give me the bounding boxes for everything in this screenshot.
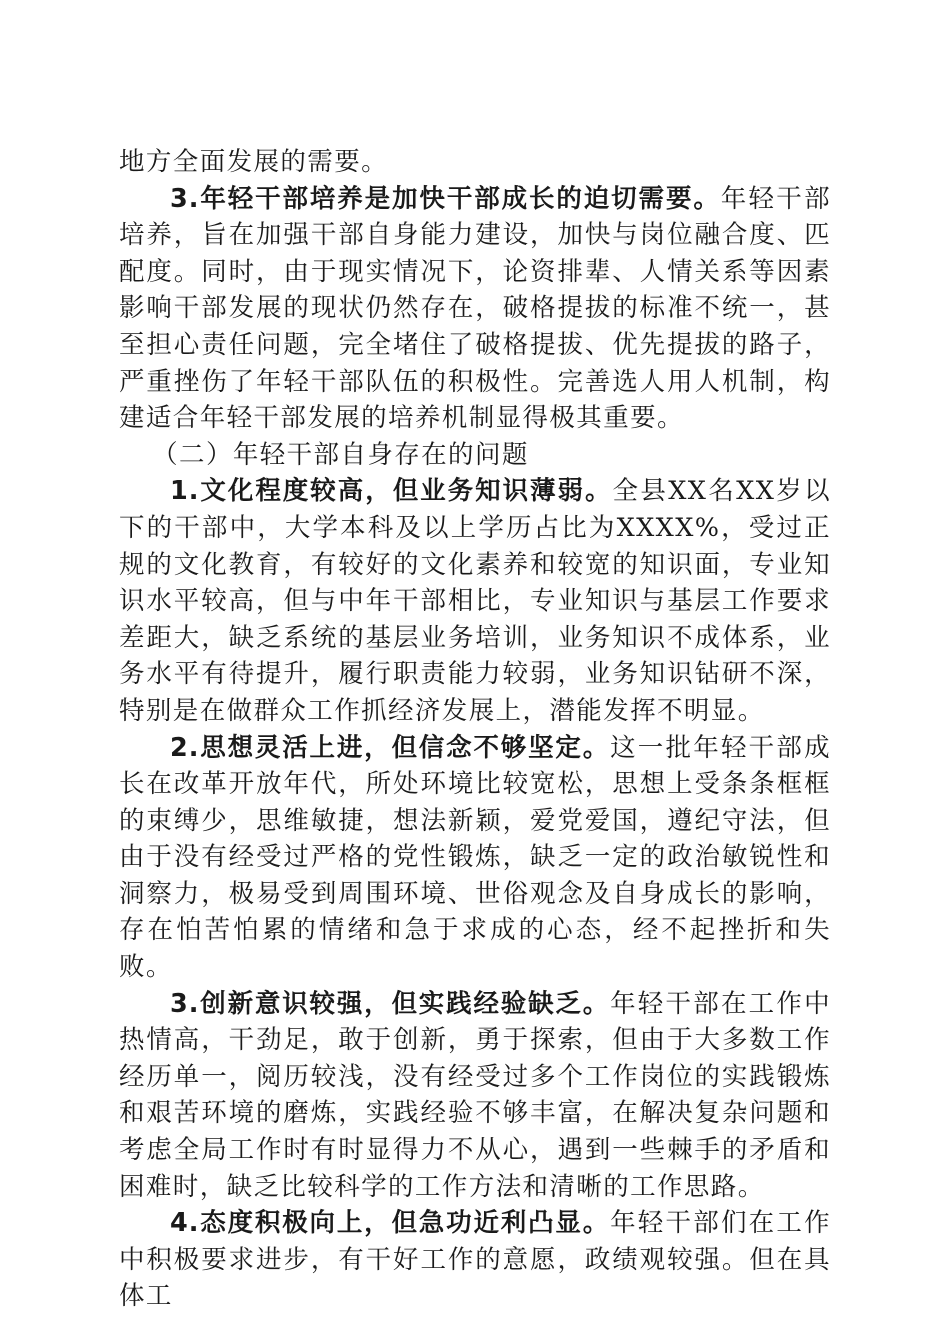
section-heading-problems [119, 437, 831, 474]
paragraph-lead-heading: 1.文化程度较高，但业务知识薄弱。 [170, 476, 613, 507]
paragraph-text: 年轻干部培养，旨在加强干部自身能力建设，加快与岗位融合度、匹配度。同时，由于现实情况下，论资排辈、人情关系等因素影响干部发展的现状仍然存在，破格提拔的标准不统一，甚至担心责任问题，完全堵住了破格提拔、优先提拔的路子，严重挫伤了年轻干部队伍的积极性。完善选人用人机制，构建适合年轻干部发展的培养机制显得极其重要。 [119, 183, 831, 434]
paragraph-lead-heading: 3.创新意识较强，但实践经验缺乏。 [170, 988, 611, 1019]
paragraph-lead-heading: 4.态度积极向上，但急功近利凸显。 [170, 1208, 611, 1239]
section-heading-text: （二）年轻干部自身存在的问题 [152, 439, 529, 470]
paragraph-lead-heading: 2.思想灵活上进，但信念不够坚定。 [170, 732, 611, 763]
paragraph-text: 这一批年轻干部成长在改革开放年代，所处环境比较宽松，思想上受条条框框的束缚少，思维敏捷，想法新颖，爱党爱国，遵纪守法，但由于没有经受过严格的党性锻炼，缺乏一定的政治敏锐性和洞察力，极易受到周围环境、世俗观念及自身成长的影响，存在怕苦怕累的情绪和急于求成的心态，经不起挫折和失败。 [119, 732, 832, 983]
paragraph-item-1-education [119, 473, 831, 729]
document-body [119, 144, 831, 1315]
paragraph-text: 年轻干部在工作中热情高，干劲足，敢于创新，勇于探索，但由于大多数工作经历单一，阅历较浅，没有经受过多个工作岗位的实践锻炼和艰苦环境的磨炼，实践经验不够丰富，在解决复杂问题和考虑全局工作时有时显得力不从心，遇到一些棘手的矛盾和困难时，缺乏比较科学的工作方法和清晰的工作思路。 [119, 988, 832, 1202]
paragraph-text: 年轻干部们在工作中积极要求进步，有干好工作的意愿，政绩观较强。但在具体工 [119, 1208, 832, 1312]
paragraph-item-3-cultivation [119, 181, 831, 437]
paragraph-continuation [119, 144, 831, 181]
paragraph-text: 全县XX名XX岁以下的干部中，大学本科及以上学历占比为XXXX%，受过正规的文化教育，有较好的文化素养和较宽的知识面，专业知识水平较高，但与中年干部相比，专业知识与基层工作要求差距大，缺乏系统的基层业务培训，业务知识不成体系，业务水平有待提升，履行职责能力较弱，业务知识钻研不深，特别是在做群众工作抓经济发展上，潜能发挥不明显。 [119, 476, 832, 726]
paragraph-item-4-attitude [119, 1205, 831, 1315]
paragraph-text: 地方全面发展的需要。 [119, 147, 389, 177]
paragraph-item-2-thinking [119, 730, 831, 986]
paragraph-lead-heading: 3.年轻干部培养是加快干部成长的迫切需要。 [170, 183, 721, 214]
paragraph-item-3-innovation [119, 986, 831, 1206]
